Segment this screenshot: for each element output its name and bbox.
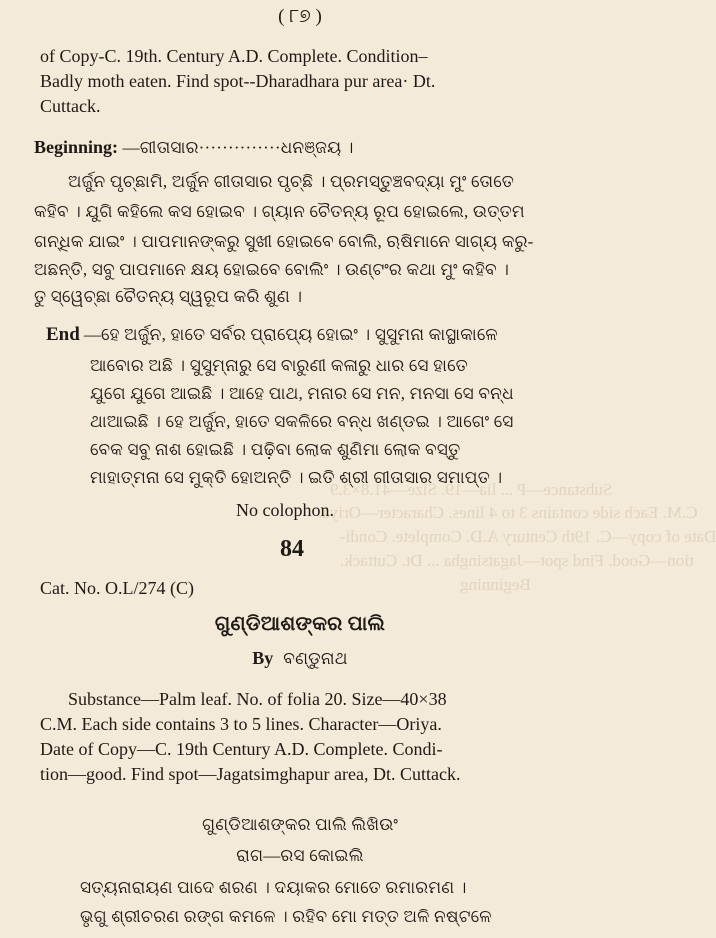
substance-line-1: Substance—Palm leaf. No. of folia 20. Size—40×38 — [68, 689, 447, 709]
page-number: ( ୮୭ ) — [278, 6, 322, 27]
end-verse-2: ଆବୋର ଅଛି । ସୁସୁମ୍ନାରୁ ସେ ବାରୁଣୀ କଳାରୁ ଧାର ସେ ହାତେ — [90, 356, 468, 375]
bleed-line-3: Date of copy—C. 19th Century A.D. Complete. Condi- — [340, 527, 716, 546]
opening-heading: ଗୁଣ୍ଡିଆଶଙ୍କର ପାଲି ଲିଖିଉଂ — [201, 815, 399, 834]
beginning-label: Beginning: — [34, 137, 119, 157]
beginning-verse-2: କହିବ । ଯୁଗି କହିଲେ କସ ହୋଇବ । ଗ୍ୟାନ ଚୈତନ୍ୟ ରୂପ ହୋଇଲେ, ଉତ୍ତମ — [34, 202, 525, 221]
substance-line-2: C.M. Each side contains 3 to 5 lines. Character—Oriya. — [40, 714, 442, 734]
bleed-line-5: Beginning — [460, 575, 531, 594]
beginning-line — [34, 137, 354, 158]
end-label: End — [46, 324, 80, 345]
raga-line: ରାଗ—ରସ କୋଇଲି — [236, 846, 364, 865]
copy-line-2: Badly moth eaten. Find spot--Dharadhara pur area· Dt. — [40, 71, 436, 91]
substance-line-4: tion—good. Find spot—Jagatsimghapur area, Dt. Cuttack. — [40, 764, 461, 784]
entry-title: ଗୁଣ୍ଡିଆଶଙ୍କର ପାଲି — [214, 613, 386, 635]
copy-line-1: of Copy-C. 19th. Century A.D. Complete. Condition– — [40, 46, 428, 66]
bleed-line-2: C.M. Each side contains 3 to 4 lines. Character—Oriya. — [318, 503, 698, 522]
entry-number: 84 — [280, 536, 304, 562]
end-verse-5: ବେକ ସବୁ ନାଶ ହୋଇଛି । ପଢ଼ିବା ଲୋକ ଶୁଣିମା ଲୋକ ବସ୍ତୁ — [90, 440, 461, 459]
end-verse-6: ମାହାତ୍ମନା ସେ ମୁକ୍ତି ହୋଅନ୍ତି । ଇତି ଶ୍ରୀ ଗୀତାସାର ସମାପ୍ତ । — [90, 468, 503, 487]
end-verse-1: —ହେ ଅର୍ଜୁନ, ହାତେ ସର୍ବର ପ୍ରାପ୍ୟେ ହୋଇଂ । ସୁସୁମନା କାସ୍ଥାକାଳେ — [83, 325, 498, 344]
beginning-text: —ଗୀତାସାର··············ଧନଞ୍ଜୟ । — [122, 138, 354, 157]
colophon: No colophon. — [236, 500, 334, 520]
bleed-line-1: Substance—P ... lia—19. Size—41.8×3.9 — [330, 480, 613, 499]
beginning-verse-3: ଗନ୍ଧିକ ଯାଇଂ । ପାପମାନଙ୍କରୁ ସୁଖୀ ହୋଇବେ ବୋଲି, ଋଷିମାନେ ସାଗ୍ୟ କରୁ- — [34, 232, 534, 251]
end-line — [46, 324, 498, 346]
end-verse-4: ଥାଆଇଛି । ହେ ଅର୍ଜୁନ, ହାତେ ସକଳିରେ ବନ୍ଧ ଖଣ୍ଡଇ । ଆଗେଂ ସେ — [90, 412, 514, 431]
catalogue-number: Cat. No. O.L/274 (C) — [40, 578, 194, 598]
substance-line-3: Date of Copy—C. 19th Century A.D. Complete. Condi- — [40, 739, 443, 759]
beginning-verse-4: ଅଛନ୍ତି, ସବୁ ପାପମାନେ କ୍ଷୟ ହୋଇବେ ବୋଲିଂ । ଉଣ୍ଟଂର କଥା ମୁଂ କହିବ । — [34, 260, 510, 279]
bleed-line-4: tion—Good. Find spot—Jagatsingha ... Dt. Cuttack. — [340, 551, 694, 570]
beginning-verse-5: ତୁ ସ୍ୱେଚ୍ଛା ଚୈତନ୍ୟ ସ୍ୱରୂପ କରି ଶୁଣ । — [34, 287, 303, 306]
verse-line-2: ଭୃଗୁ ଶ୍ରୀଚରଣ ରଙ୍ଗ କମଳେ । ରହିବ ମୋ ମତ୍ତ ଅଳି ନଷ୍ଟଳେ — [80, 907, 492, 926]
end-verse-3: ଯୁଗେ ଯୁଗେ ଆଇଛି । ଆହେ ପାଥ, ମନାର ସେ ମନ, ମନସା ସେ ବନ୍ଧ — [90, 384, 514, 403]
beginning-verse-1: ଅର୍ଜୁନ ପୃଚ୍ଛାମି, ଅର୍ଜୁନ ଗୀତାସାର ପୃଚ୍ଛି । ପ୍ରମସ୍ତୁଞ୍ଚବଦ୍ୟା ମୁଂ ତୋତେ — [68, 172, 515, 191]
copy-line-3: Cuttack. — [40, 96, 101, 116]
author-line — [0, 648, 600, 669]
by-label: By — [252, 648, 274, 668]
verse-line-1: ସତ୍ୟନାରାୟଣ ପାଦେ ଶରଣ । ଦୟାକର ମୋତେ ରମାରମଣ । — [80, 878, 467, 897]
author-name: ବଣ୍ଡୁନାଥ — [283, 649, 348, 668]
